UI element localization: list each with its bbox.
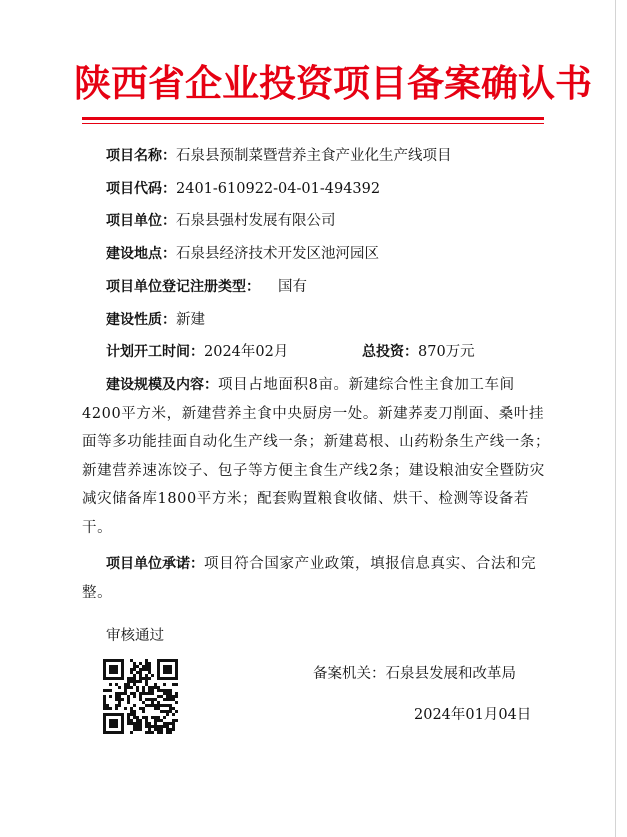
scale-paragraph <box>82 371 552 542</box>
document-title: 陕西省企业投资项目备案确认书 <box>74 61 592 105</box>
project-code-value: 2401-610922-04-01-494392 <box>176 181 381 197</box>
start-time-value: 2024年02月 <box>204 344 289 360</box>
project-unit-label: 项目单位： <box>106 213 176 229</box>
registration-type-label: 项目单位登记注册类型： <box>106 279 260 295</box>
nature-label: 建设性质： <box>106 312 176 328</box>
project-name-label: 项目名称： <box>106 148 176 164</box>
field-total-investment <box>362 342 475 362</box>
nature-value: 新建 <box>176 312 205 328</box>
commitment-text: 项目符合国家产业政策，填报信息真实、合法和完整。 <box>82 556 537 601</box>
scale-text: 项目占地面积8亩。新建综合性主食加工车间4200平方米，新建营养主食中央厨房一处。新建荞麦刀削面、桑叶挂面等多功能挂面自动化生产线一条；新建葛根、山药粉条生产线一条；新建营养速冻饺子、包子等方便主食生产线2条；建设粮油安全暨防灾减灾储备库1800平方米；配套购置粮食收储、烘干、检测等设备若干。 <box>82 377 551 536</box>
registration-type-value: 国有 <box>278 279 307 295</box>
location-label: 建设地点： <box>106 246 176 262</box>
total-investment-value: 870万元 <box>418 344 475 360</box>
filing-date: 2024年01月04日 <box>414 707 532 723</box>
field-project-unit <box>106 211 336 231</box>
commitment-label: 项目单位承诺： <box>106 556 204 572</box>
field-location <box>106 244 379 264</box>
field-start-time <box>106 342 288 362</box>
qr-code-icon[interactable] <box>103 659 178 734</box>
title-rule-thin <box>82 123 544 124</box>
location-value: 石泉县经济技术开发区池河园区 <box>176 246 379 262</box>
title-rule-thick <box>82 117 544 120</box>
project-unit-value: 石泉县强村发展有限公司 <box>176 213 336 229</box>
field-nature <box>106 310 205 330</box>
filing-authority: 备案机关：石泉县发展和改革局 <box>313 666 516 682</box>
review-status: 审核通过 <box>106 628 164 644</box>
total-investment-label: 总投资： <box>362 344 418 360</box>
commitment-paragraph <box>82 550 552 607</box>
field-project-code <box>106 179 380 199</box>
start-time-label: 计划开工时间： <box>106 344 204 360</box>
field-project-name <box>106 146 452 166</box>
field-registration-type <box>106 277 307 297</box>
scale-label: 建设规模及内容： <box>106 377 218 393</box>
project-code-label: 项目代码： <box>106 181 176 197</box>
project-name-value: 石泉县预制菜暨营养主食产业化生产线项目 <box>176 148 452 164</box>
